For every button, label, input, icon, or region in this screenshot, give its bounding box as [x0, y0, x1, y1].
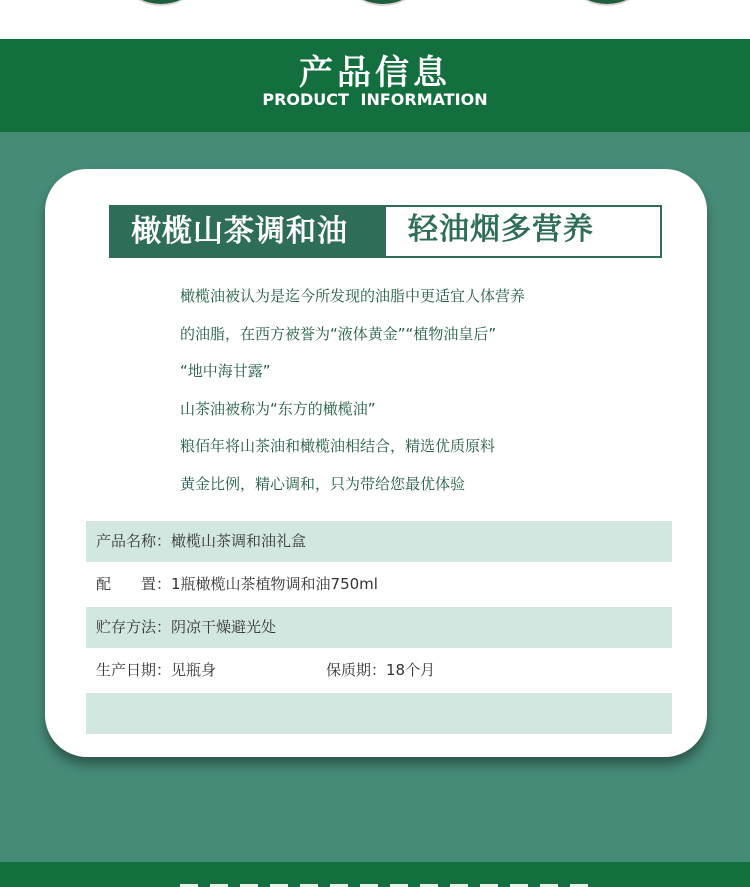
- product-info-card: [45, 169, 707, 757]
- section-title: 产品信息: [299, 53, 451, 93]
- production-date: 生产日期：见瓶身: [96, 661, 217, 679]
- product-bowl-image: [576, 0, 638, 4]
- description-line: 的油脂，在西方被誉为“液体黄金”“植物油皇后”: [180, 324, 497, 343]
- description-line: 山茶油被称为“东方的橄榄油”: [180, 399, 376, 418]
- product-description: [180, 281, 650, 507]
- description-line: 粮佰年将山茶油和橄榄油相结合，精选优质原料: [180, 437, 496, 456]
- product-title-bar: [109, 205, 662, 258]
- shelf-life: 保质期：18个月: [326, 661, 436, 679]
- spec-row-empty: [86, 693, 672, 734]
- description-line: 黄金比例，精心调和，只为带给您最优体验: [180, 474, 466, 493]
- section-subtitle: PRODUCT INFORMATION: [262, 90, 488, 109]
- product-bowl-image: [352, 0, 414, 4]
- next-section-header-band: [0, 862, 750, 887]
- spec-row-product-name: 产品名称：橄榄山茶调和油礼盒: [86, 521, 672, 562]
- spec-row-storage: 贮存方法：阴凉干燥避光处: [86, 607, 672, 648]
- product-bowl-image: [130, 0, 192, 4]
- spec-row-configuration: 配 置：1瓶橄榄山茶植物调和油750ml: [96, 575, 378, 593]
- product-name-title: 橄榄山茶调和油: [111, 207, 386, 256]
- description-line: “地中海甘露”: [180, 362, 271, 381]
- description-line: 橄榄油被认为是迄今所发现的油脂中更适宜人体营养: [180, 287, 526, 305]
- spec-row-dates: [86, 650, 672, 691]
- top-image-strip: [0, 0, 750, 39]
- product-tagline: 轻油烟多营养: [408, 212, 594, 247]
- product-spec-table: [86, 521, 672, 734]
